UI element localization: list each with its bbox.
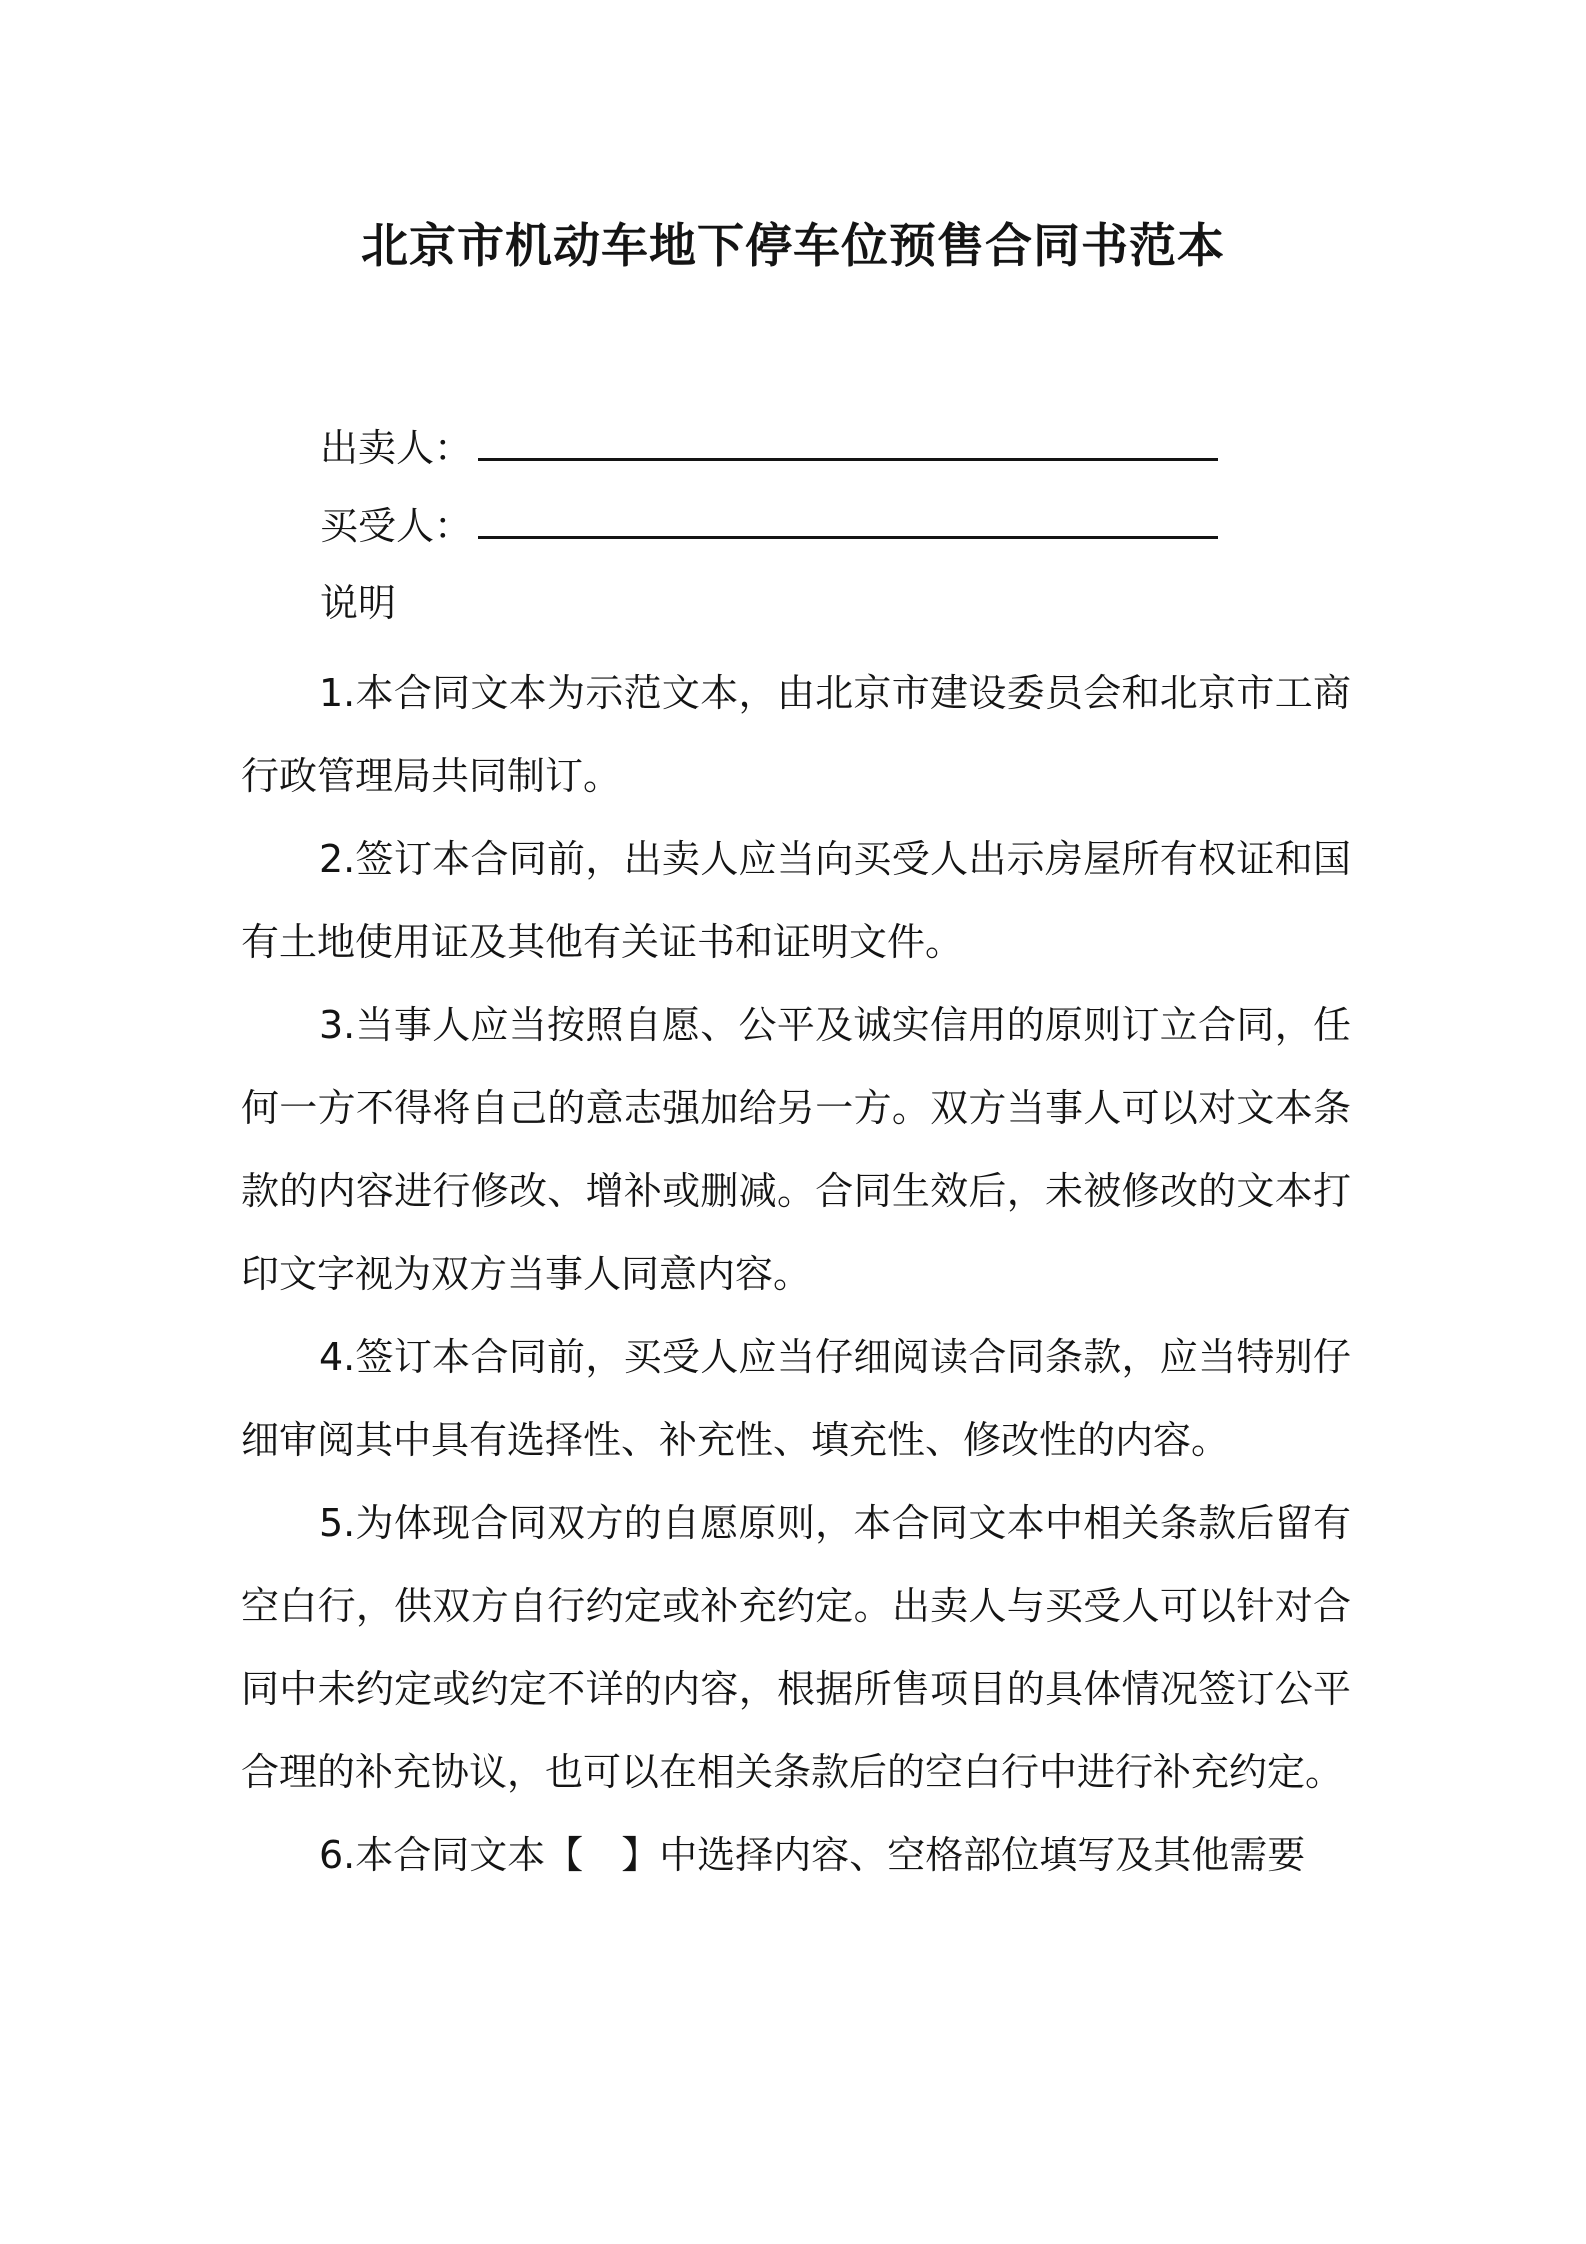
seller-field — [320, 418, 1218, 478]
seller-label: 出卖人： — [320, 426, 473, 470]
note-paragraph-4: 4.签订本合同前，买受人应当仔细阅读合同条款，应当特别仔细审阅其中具有选择性、补充性、填充性、修改性的内容。 — [241, 1335, 1351, 1462]
note-paragraph-6: 6.本合同文本【 】中选择内容、空格部位填写及其他需要 — [319, 1833, 1306, 1877]
note-paragraph-1: 1.本合同文本为示范文本，由北京市建设委员会和北京市工商行政管理局共同制订。 — [241, 671, 1351, 798]
note-paragraph-2: 2.签订本合同前，出卖人应当向买受人出示房屋所有权证和国有土地使用证及其他有关证书和证明文件。 — [241, 837, 1351, 964]
notes-heading: 说明 — [320, 581, 397, 625]
buyer-field — [320, 496, 1218, 556]
note-paragraph-5: 5.为体现合同双方的自愿原则，本合同文本中相关条款后留有空白行，供双方自行约定或补充约定。出卖人与买受人可以针对合同中未约定或约定不详的内容，根据所售项目的具体情况签订公平合理的补充协议，也可以在相关条款后的空白行中进行补充约定。 — [241, 1501, 1351, 1794]
document-title: 北京市机动车地下停车位预售合同书范本 — [361, 219, 1225, 274]
notes-body — [241, 652, 1351, 1897]
seller-blank-line[interactable] — [478, 454, 1218, 461]
note-paragraph-3: 3.当事人应当按照自愿、公平及诚实信用的原则订立合同，任何一方不得将自己的意志强加给另一方。双方当事人可以对文本条款的内容进行修改、增补或删减。合同生效后，未被修改的文本打印文字视为双方当事人同意内容。 — [241, 1003, 1351, 1296]
buyer-blank-line[interactable] — [478, 532, 1218, 539]
buyer-label: 买受人： — [320, 504, 473, 548]
